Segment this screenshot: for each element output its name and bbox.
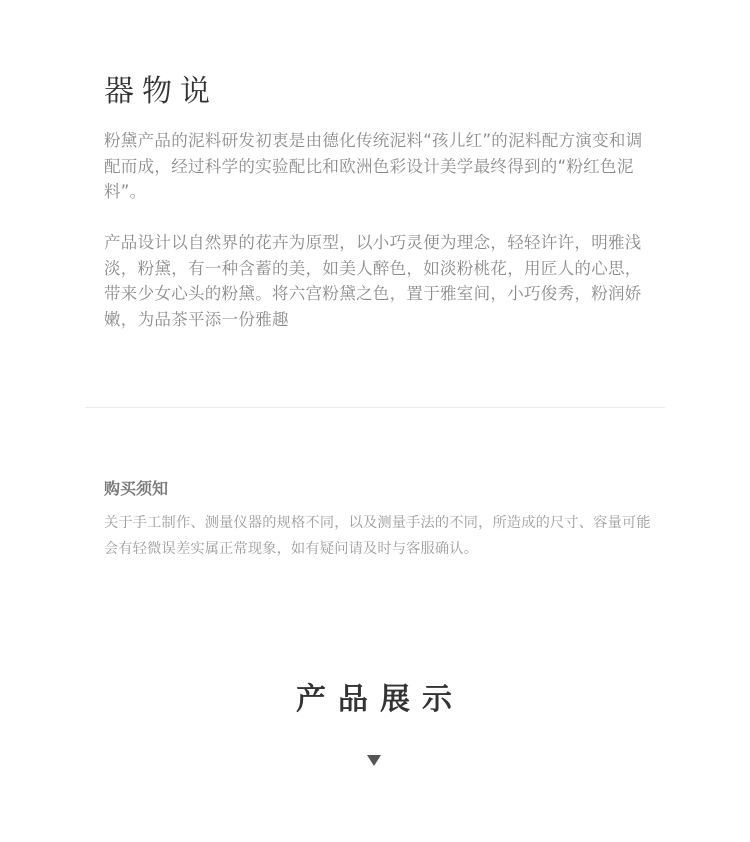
intro-paragraph-design: 产品设计以自然界的花卉为原型，以小巧灵便为理念，轻轻许许，明雅浅淡，粉黛，有一种含蓄的美，如美人醉色，如淡粉桃花，用匠人的心思，带来少女心头的粉黛。将六宫粉黛之色，置于雅室间，小巧俊秀，粉润娇嫩，为品茶平添一份雅趣 [104, 233, 642, 329]
triangle-down-icon [367, 755, 381, 766]
product-showcase-title: 产品展示 [296, 682, 464, 717]
section-title-qiwushuo: 器物说 [104, 74, 218, 109]
purchase-notice-heading: 购买须知 [104, 479, 169, 498]
purchase-notice-text: 关于手工制作、测量仪器的规格不同，以及测量手法的不同，所造成的尺寸、容量可能会有轻微误差实属正常现象，如有疑问请及时与客服确认。 [104, 515, 651, 557]
section-divider [85, 407, 665, 408]
intro-paragraph-material: 粉黛产品的泥料研发初衷是由德化传统泥料“孩儿红”的泥料配方演变和调配而成，经过科学的实验配比和欧洲色彩设计美学最终得到的“粉红色泥料”。 [104, 131, 643, 201]
